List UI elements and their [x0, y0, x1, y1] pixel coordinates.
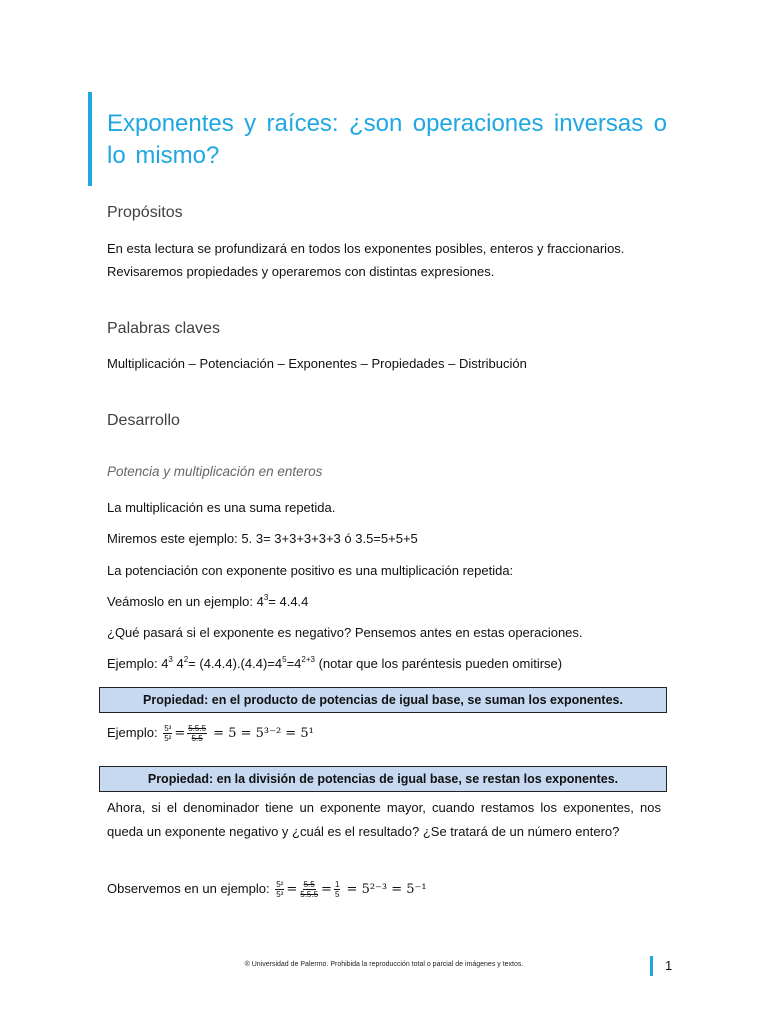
ex2-fraction-1	[275, 880, 284, 899]
subheading-potencia: Potencia y multiplicación en enteros	[107, 464, 323, 479]
veamoslo-exponent: 3	[263, 593, 269, 602]
heading-propositos: Propósitos	[107, 204, 183, 221]
ej-part-b: 4	[172, 656, 184, 671]
propositos-line-1: En esta lectura se profundizará en todos los exponentes posibles, enteros y fraccionarios.	[107, 241, 625, 256]
propositos-line-2: Revisaremos propiedades y operaremos con distintas expresiones.	[107, 264, 495, 279]
ex1-fraction-1	[163, 724, 172, 743]
example-division-2: Observemos en un ejemplo: $\frac{\text{5²}}{\text{5³}}$ = $\frac{5.5}{5.5.5}$ = $\frac{1}{5}$ = 5²⁻³ = 5⁻¹	[107, 880, 427, 899]
ej-part-e: (notar que los paréntesis pueden omitirse)	[314, 656, 563, 671]
paragraph-exponente-negativo: Ahora, si el denominador tiene un exponente mayor, cuando restamos los exponentes, nos queda un exponente negativo y ¿cuál es el resultado? ¿Se tratará de un número entero?	[107, 800, 661, 839]
text-line-potenciacion: La potenciación con exponente positivo es una multiplicación repetida:	[107, 563, 514, 578]
ex1-result: = 5 = 5³⁻² = 5¹	[209, 725, 314, 741]
veamoslo-result: = 4.4.4	[268, 594, 309, 609]
example-division-1: Ejemplo: $\frac{\text{5³}}{\text{5²}}$ = $\frac{5.5.5}{5.5}$ = 5 = 5³⁻² = 5¹	[107, 724, 314, 743]
text-line-ejemplo-suma: Miremos este ejemplo: 5. 3= 3+3+3+3+3 ó 3.5=5+5+5	[107, 531, 418, 546]
text-line-veamoslo	[107, 594, 308, 609]
heading-palabras-claves: Palabras claves	[107, 320, 220, 337]
ej-sup-1: 3	[168, 655, 173, 664]
property-box-producto: Propiedad: en el producto de potencias de igual base, se suman los exponentes.	[99, 687, 667, 713]
ex2-f1-den: 5³	[276, 890, 284, 899]
veamoslo-text: Veámoslo en un ejemplo: 4	[107, 594, 264, 609]
ex1-f1-num: 5³	[164, 724, 172, 733]
ej-sup-3: 5	[282, 655, 287, 664]
page-number: 1	[665, 958, 673, 973]
ex2-f3-num: 1	[334, 880, 340, 889]
ex2-f2-den: 5.5.5	[300, 890, 319, 899]
ex1-f2-num: 5.5.5	[188, 724, 207, 733]
ej-part-c: = (4.4.4).(4.4)=4	[188, 656, 283, 671]
ex2-fraction-2	[299, 880, 319, 899]
ex2-fraction-3	[334, 880, 340, 899]
ex1-f1-den: 5²	[164, 734, 172, 743]
text-line-pregunta: ¿Qué pasará si el exponente es negativo? Pensemos antes en estas operaciones.	[107, 625, 583, 640]
ex2-f3-den: 5	[334, 890, 340, 899]
ej-sup-2: 2	[183, 655, 189, 664]
ex1-f2-den: 5.5	[191, 734, 203, 743]
ex2-label: Observemos en un ejemplo:	[107, 880, 270, 896]
page-title: Exponentes y raíces: ¿son operaciones inversas o lo mismo?	[107, 110, 667, 169]
ex1-label: Ejemplo:	[107, 724, 158, 740]
ex2-f1-num: 5²	[276, 880, 284, 889]
footer-accent-bar	[650, 956, 653, 976]
ex2-result: = 5²⁻³ = 5⁻¹	[342, 881, 427, 897]
ex2-f2-num: 5.5	[303, 880, 315, 889]
title-accent-bar	[88, 92, 92, 186]
footer-copyright: ® Universidad de Palermo. Prohibida la reproducción total o parcial de imágenes y textos.	[244, 961, 524, 968]
ej-part-a: Ejemplo: 4	[107, 656, 169, 671]
ej-sup-4: 2+3	[301, 655, 315, 664]
heading-desarrollo: Desarrollo	[107, 412, 180, 429]
text-line-ejemplo-producto	[107, 656, 562, 671]
property-box-division: Propiedad: en la división de potencias de igual base, se restan los exponentes.	[99, 766, 667, 792]
text-line-multiplicacion: La multiplicación es una suma repetida.	[107, 500, 336, 515]
palabras-claves-list: Multiplicación – Potenciación – Exponentes – Propiedades – Distribución	[107, 356, 527, 371]
ex1-fraction-2	[187, 724, 207, 743]
ej-part-d: =4	[286, 656, 302, 671]
